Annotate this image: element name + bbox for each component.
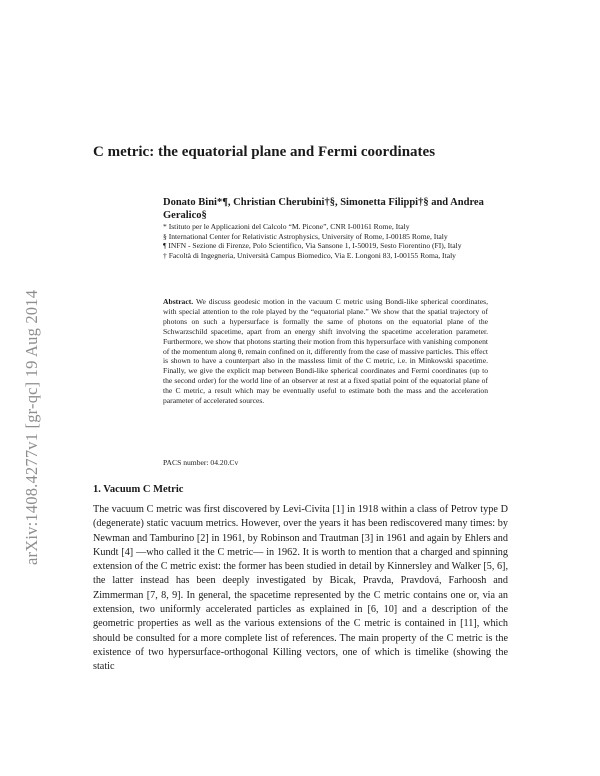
abstract xyxy=(163,297,488,406)
paper-title: C metric: the equatorial plane and Fermi coordinates xyxy=(93,144,436,160)
affiliation-2: § International Center for Relativistic Astrophysics, University of Rome, I-00185 Rome, Italy xyxy=(163,231,448,241)
author-list: Donato Bini*¶, Christian Cherubini†§, Simonetta Filippi†§ and Andrea Geralico§ xyxy=(163,197,484,221)
pacs-number: PACS number: 04.20.Cv xyxy=(163,458,239,467)
affiliations xyxy=(163,222,478,260)
body-paragraph: The vacuum C metric was first discovered by Levi-Civita [1] in 1918 within a class of Petrov type D (degenerate) static vacuum metrics. However, over the years it has been rediscovered many times: by Newman and Tamburino [2] in 1961, by Robinson and Trautman [3] in 1961 and again by Ehlers and Kundt [4] —who called it the C metric— in 1962. It is worth to mention that a charged and spinning extension of the C metric exist: the former has been studied in detail by Kinnersley and Walker [5, 6], the latter instead has been deeply investigated by Bicak, Pravda, Pravdová, Farhoosh and Zimmerman [7, 8, 9]. In general, the spacetime represented by the C metric contains one or, via an extension, two uniformly accelerated particles as explained in [6, 10] and a description of the geometric properties as well as the various extensions of the C metric is contained in [11], which should be consulted for a more complete list of references. The main property of the C metric is the existence of two hypersurface-orthogonal Killing vectors, one of which is timelike (showing the static xyxy=(93,504,508,673)
abstract-label: Abstract. xyxy=(163,297,194,306)
affiliation-1: * Istituto per le Applicazioni del Calcolo “M. Picone”, CNR I-00161 Rome, Italy xyxy=(163,222,410,231)
abstract-text: We discuss geodesic motion in the vacuum C metric using Bondi-like spherical coordinates, with special attention to the role played by the “equatorial plane.” We show that the spatial trajectory of photons on such a hypersurface is formally the same of photons on the equatorial plane of the Schwarzschild spacetime, apart from an energy shift involving the spacetime acceleration parameter. Furthermore, we show that photons starting their motion from this hypersurface with vanishing component of the momentum along θ, remain confined on it, differently from the case of massive particles. This effect is shown to have a counterpart also in the massless limit of the C metric, i.e. in Minkowski spacetime. Finally, we give the explicit map between Bondi-like spherical coordinates and Fermi coordinates (up to the second order) for the world line of an observer at rest at a fixed spatial point of the equatorial plane of the C metric, a result which may be eventually useful to estimate both the mass and the acceleration parameter of accelerated sources. xyxy=(163,297,488,406)
arxiv-identifier-stamp: arXiv:1408.4277v1 [gr-qc] 19 Aug 2014 xyxy=(22,289,41,565)
affiliation-3: ¶ INFN - Sezione di Firenze, Polo Scientifico, Via Sansone 1, I-50019, Sesto Fiorentino (FI), Italy xyxy=(163,241,462,250)
affiliation-4: † Facoltà di Ingegneria, Università Campus Biomedico, Via E. Longoni 83, I-00155 Roma, Italy xyxy=(163,250,456,260)
section-heading: 1. Vacuum C Metric xyxy=(93,484,184,495)
